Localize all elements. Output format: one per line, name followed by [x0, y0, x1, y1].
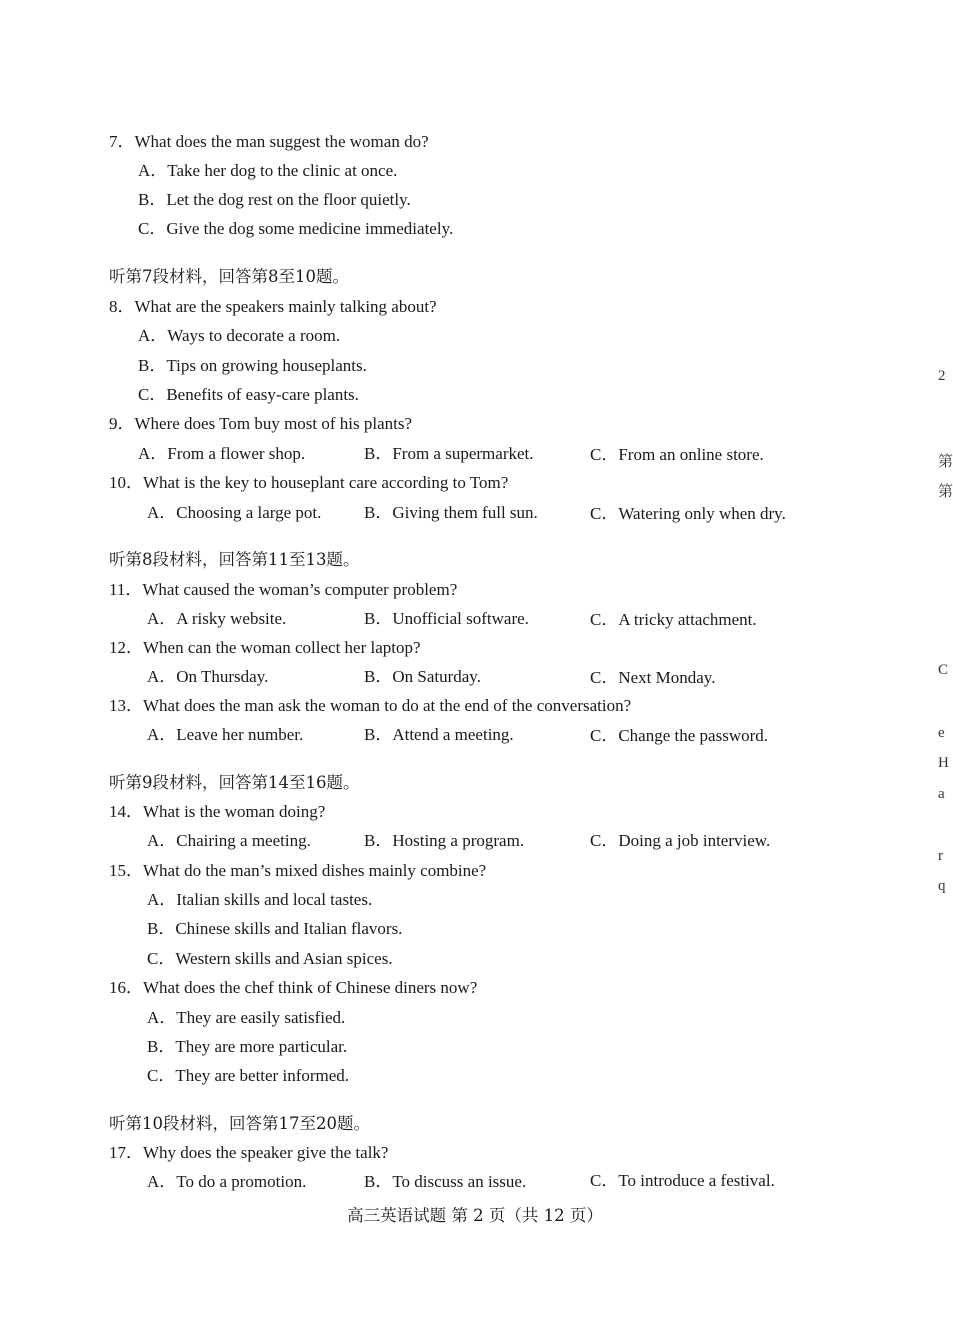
q9-option-c: C．From an online store. — [590, 445, 764, 464]
q13-option-a: A．Leave her number. — [147, 725, 304, 744]
question-11: 11．What caused the woman’s computer problem? — [109, 580, 458, 599]
section-header-8: 听第8段材料，回答第11至13题。 — [109, 550, 360, 569]
question-13: 13．What does the man ask the woman to do at the end of the conversation? — [109, 696, 632, 715]
q11-option-c: C．A tricky attachment. — [590, 610, 757, 629]
q12-option-b: B．On Saturday. — [364, 667, 481, 686]
edge-fragment: 2 — [938, 368, 946, 384]
q17-option-a: A．To do a promotion. — [147, 1172, 307, 1191]
question-14: 14．What is the woman doing? — [109, 802, 326, 821]
q14-option-a: A．Chairing a meeting. — [147, 831, 311, 850]
q14-option-b: B．Hosting a program. — [364, 831, 525, 850]
q8-option-b: B．Tips on growing houseplants. — [138, 356, 367, 375]
q16-option-a: A．They are easily satisfied. — [147, 1008, 346, 1027]
q11-option-a: A．A risky website. — [147, 609, 287, 628]
q9-option-a: A．From a flower shop. — [138, 444, 306, 463]
q17-option-c: C．To introduce a festival. — [590, 1171, 775, 1190]
edge-fragment: 第 — [938, 454, 953, 470]
q13-option-b: B．Attend a meeting. — [364, 725, 514, 744]
edge-fragment: 第 — [938, 484, 953, 500]
q12-option-c: C．Next Monday. — [590, 668, 716, 687]
q16-option-c: C．They are better informed. — [147, 1066, 350, 1085]
section-header-9: 听第9段材料，回答第14至16题。 — [109, 773, 360, 792]
page-footer: 高三英语试题 第 2 页（共 12 页） — [347, 1206, 603, 1225]
edge-fragment: H — [938, 755, 949, 771]
q17-option-b: B．To discuss an issue. — [364, 1172, 527, 1191]
q16-option-b: B．They are more particular. — [147, 1037, 348, 1056]
section-header-10: 听第10段材料，回答第17至20题。 — [109, 1114, 370, 1133]
q8-option-c: C．Benefits of easy-care plants. — [138, 385, 359, 404]
q10-option-b: B．Giving them full sun. — [364, 503, 538, 522]
edge-fragment: r — [938, 848, 943, 864]
edge-fragment: e — [938, 725, 945, 741]
question-9: 9．Where does Tom buy most of his plants? — [109, 414, 413, 433]
question-16: 16．What does the chef think of Chinese diners now? — [109, 978, 478, 997]
q7-option-c: C．Give the dog some medicine immediately. — [138, 219, 454, 238]
q10-option-a: A．Choosing a large pot. — [147, 503, 322, 522]
q15-option-b: B．Chinese skills and Italian flavors. — [147, 919, 403, 938]
question-7: 7．What does the man suggest the woman do? — [109, 132, 429, 151]
q14-option-c: C．Doing a job interview. — [590, 831, 771, 850]
question-12: 12．When can the woman collect her laptop? — [109, 638, 421, 657]
q7-option-a: A．Take her dog to the clinic at once. — [138, 161, 398, 180]
edge-fragment: a — [938, 786, 945, 802]
section-header-7: 听第7段材料，回答第8至10题。 — [109, 267, 349, 286]
question-10: 10．What is the key to houseplant care according to Tom? — [109, 473, 509, 492]
question-8: 8．What are the speakers mainly talking about? — [109, 297, 437, 316]
q11-option-b: B．Unofficial software. — [364, 609, 529, 628]
q10-option-c: C．Watering only when dry. — [590, 504, 786, 523]
q15-option-a: A．Italian skills and local tastes. — [147, 890, 373, 909]
edge-fragment: q — [938, 878, 946, 894]
q12-option-a: A．On Thursday. — [147, 667, 269, 686]
q8-option-a: A．Ways to decorate a room. — [138, 326, 341, 345]
edge-fragment: C — [938, 662, 949, 678]
q13-option-c: C．Change the password. — [590, 726, 769, 745]
q7-option-b: B．Let the dog rest on the floor quietly. — [138, 190, 411, 209]
q9-option-b: B．From a supermarket. — [364, 444, 534, 463]
q15-option-c: C．Western skills and Asian spices. — [147, 949, 393, 968]
question-15: 15．What do the man’s mixed dishes mainly combine? — [109, 861, 487, 880]
question-17: 17．Why does the speaker give the talk? — [109, 1143, 389, 1162]
